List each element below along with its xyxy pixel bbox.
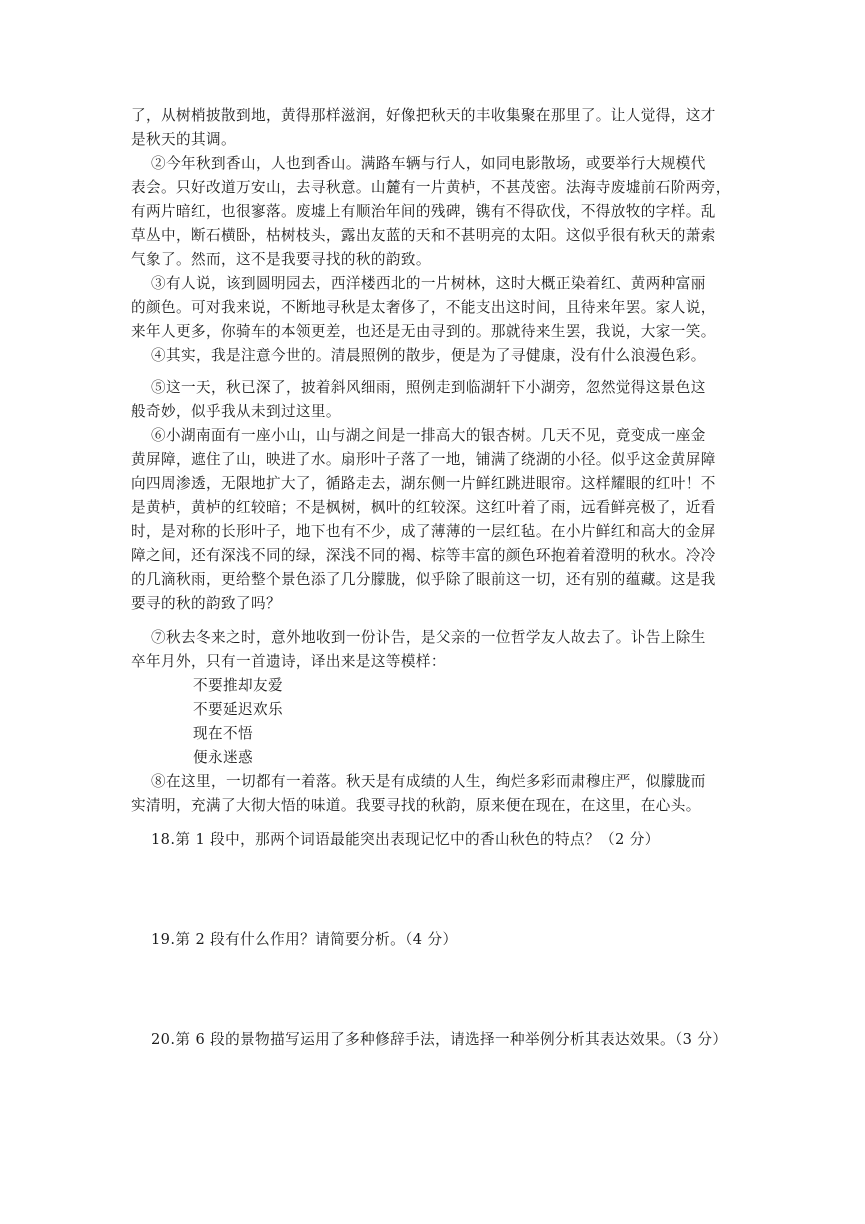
poem-line-1: 不要推却友爱 <box>193 677 283 694</box>
question-20: 20.第 6 段的景物描写运用了多种修辞手法，请选择一种举例分析其表达效果。（3 分） <box>151 1031 728 1048</box>
paragraph-4-line-1: ④其实，我是注意今世的。清晨照例的散步，便是为了寻健康，没有什么浪漫色彩。 <box>151 347 706 364</box>
question-19: 19.第 2 段有什么作用？请简要分析。（4 分） <box>151 931 458 948</box>
paragraph-5-line-2: 般奇妙，似乎我从未到过这里。 <box>131 403 341 420</box>
paragraph-7-line-1: ⑦秋去冬来之时，意外地收到一份讣告，是父亲的一位哲学友人故去了。讣告上除生 <box>151 629 706 646</box>
paragraph-2-line-5: 气象了。然而，这不是我要寻找的秋的韵致。 <box>131 251 431 268</box>
paragraph-8-line-2: 实清明，充满了大彻大悟的味道。我要寻找的秋韵，原来便在现在，在这里，在心头。 <box>131 797 701 814</box>
poem-line-3: 现在不悟 <box>193 725 253 742</box>
poem-line-4: 便永迷惑 <box>193 749 253 766</box>
paragraph-6-line-4: 是黄栌，黄栌的红较暗；不是枫树，枫叶的红较深。这红叶着了雨，远看鲜亮极了，近看 <box>131 499 716 516</box>
paragraph-5-line-1: ⑤这一天，秋已深了，披着斜风细雨，照例走到临湖轩下小湖旁，忽然觉得这景色这 <box>151 379 706 396</box>
paragraph-1-line-1: 了，从树梢披散到地，黄得那样滋润，好像把秋天的丰收集聚在那里了。让人觉得，这才 <box>131 107 716 124</box>
paragraph-3-line-3: 来年人更多，你骑车的本领更差，也还是无由寻到的。那就待来生罢，我说，大家一笑。 <box>131 323 716 340</box>
paragraph-2-line-1: ②今年秋到香山，人也到香山。满路车辆与行人，如同电影散场，或要举行大规模代 <box>151 155 706 172</box>
paragraph-7-line-2: 卒年月外，只有一首遗诗，译出来是这等模样： <box>131 653 446 670</box>
poem-line-2: 不要延迟欢乐 <box>193 701 283 718</box>
paragraph-6-line-5: 时，是对称的长形叶子，地下也有不少，成了薄薄的一层红毡。在小片鲜红和高大的金屏 <box>131 523 716 540</box>
paragraph-6-line-8: 要寻的秋的韵致了吗？ <box>131 595 281 612</box>
paragraph-1-line-2: 是秋天的其调。 <box>131 131 236 148</box>
paragraph-8-line-1: ⑧在这里，一切都有一着落。秋天是有成绩的人生，绚烂多彩而肃穆庄严，似朦胧而 <box>151 773 706 790</box>
paragraph-6-line-7: 的几滴秋雨，更给整个景色添了几分朦胧，似乎除了眼前这一切，还有别的蕴藏。这是我 <box>131 571 716 588</box>
question-18: 18.第 1 段中，那两个词语最能突出表现记忆中的香山秋色的特点？（2 分） <box>151 831 660 848</box>
paragraph-6-line-3: 向四周渗透，无限地扩大了，循路走去，湖东侧一片鲜红跳进眼帘。这样耀眼的红叶！不 <box>131 475 716 492</box>
paragraph-2-line-4: 草丛中，断石横卧，枯树枝头，露出友蓝的天和不甚明亮的太阳。这似乎很有秋天的萧索 <box>131 227 716 244</box>
paragraph-6-line-6: 障之间，还有深浅不同的绿，深浅不同的褐、棕等丰富的颜色环抱着着澄明的秋水。冷冷 <box>131 547 716 564</box>
paragraph-2-line-2: 表会。只好改道万安山，去寻秋意。山麓有一片黄栌，不甚茂密。法海寺废墟前石阶两旁， <box>131 179 731 196</box>
paragraph-3-line-1: ③有人说，该到圆明园去，西洋楼西北的一片树林，这时大概正染着红、黄两种富丽 <box>151 275 706 292</box>
paragraph-2-line-3: 有两片暗红，也很寥落。废墟上有顺治年间的残碑，镌有不得砍伐，不得放牧的字样。乱 <box>131 203 716 220</box>
paragraph-3-line-2: 的颜色。可对我来说，不断地寻秋是太奢侈了，不能支出这时间，且待来年罢。家人说， <box>131 299 716 316</box>
paragraph-6-line-1: ⑥小湖南面有一座小山，山与湖之间是一排高大的银杏树。几天不见，竟变成一座金 <box>151 427 706 444</box>
paragraph-6-line-2: 黄屏障，遮住了山，映进了水。扇形叶子落了一地，铺满了绕湖的小径。似乎这金黄屏障 <box>131 451 716 468</box>
